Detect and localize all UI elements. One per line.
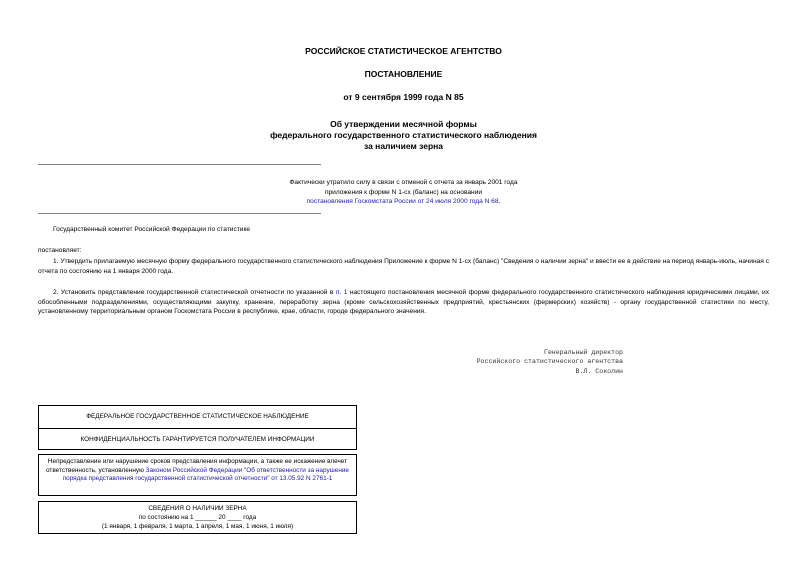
document-date-number: от 9 сентября 1999 года N 85 <box>343 92 464 102</box>
status-note-link[interactable]: постановления Госкомстата России от 24 июля 2000 года N 68 <box>306 198 499 206</box>
issuer: Государственный комитет Российской Федерации по статистике <box>53 226 251 233</box>
signature-organization: Российского статистического агентства <box>476 358 623 366</box>
document-type: ПОСТАНОВЛЕНИЕ <box>364 69 443 79</box>
paragraph-2-link[interactable]: п. 1 <box>335 289 348 296</box>
signature-name: В.Л. Соколин <box>575 367 623 375</box>
liability-notice-text <box>43 458 352 484</box>
status-note <box>0 178 807 207</box>
status-note-link-suffix: . <box>498 198 501 206</box>
signature-block <box>477 348 623 376</box>
resolves-label: постановляет: <box>38 247 82 254</box>
status-note-line-2: приложения к форме N 1-сх (баланс) на основании <box>324 188 483 196</box>
liability-notice-text-part: Непредставление или нарушение сроков представления информации, а также ее искажение влечет ответственность, установленную <box>46 458 348 474</box>
report-dates-hint: (1 января, 1 февраля, 1 марта, 1 апреля, 1 мая, 1 июня, 1 июля) <box>101 523 294 530</box>
document-title-line-2: федерального государственного статистического наблюдения <box>270 130 537 140</box>
status-note-line-1: Фактически утратило силу в связи с отменой с отчета за январь 2001 года <box>289 179 518 186</box>
form-header-row-2: КОНФИДЕНЦИАЛЬНОСТЬ ГАРАНТИРУЕТСЯ ПОЛУЧАТЕЛЕМ ИНФОРМАЦИИ <box>80 436 315 443</box>
liability-law-link[interactable]: Законом Российской Федерации "Об ответственности за нарушение порядка представления государственной статистической отчетности" от 13.05.92 N 2761-1 <box>62 466 349 483</box>
document-title-line-3: за наличием зерна <box>363 141 443 151</box>
form-header-box <box>38 405 357 450</box>
paragraph-1: 1. Утвердить прилагаемую месячную форму федерального государственного статистического наблюдения Приложение к форме N 1-сх (баланс) "Сведения о наличии зерна" и ввести ее в действие на период январь-июль, начиная с отчета по состоянию на 1 января 2000 года. <box>38 258 769 275</box>
document-title-line-1: Об утверждении месячной формы <box>330 119 477 129</box>
signature-title: Генеральный директор <box>543 349 623 356</box>
paragraph-2-part-1: 2. Установить представление государственной статистической отчетности по указанной в <box>53 289 336 296</box>
form-header-row-1: ФЕДЕРАЛЬНОЕ ГОСУДАРСТВЕННОЕ СТАТИСТИЧЕСКОЕ НАБЛЮДЕНИЕ <box>39 406 356 429</box>
report-title: СВЕДЕНИЯ О НАЛИЧИИ ЗЕРНА <box>148 505 247 512</box>
divider-top <box>38 164 321 165</box>
paragraph-2 <box>38 288 769 317</box>
status-note-line-3 <box>0 197 807 207</box>
paragraph-2-part-2: настоящего постановления месячной форме федерального государственного статистического наблюдения юридическими лицами, их обособленными подразделениями, осуществляющими закупку, хранение, переработку зерна (кроме сельскохозяйственных предприятий, крестьянских (фермерских) хозяйств) - органу государственной статистики по месту, установленному территориальным органом Госкомстата России в республике, крае, области, городе федерального значения. <box>38 289 769 316</box>
report-title-box <box>38 501 357 534</box>
agency-name: РОССИЙСКОЕ СТАТИСТИЧЕСКОЕ АГЕНТСТВО <box>305 46 502 56</box>
liability-notice-box <box>38 454 357 496</box>
divider-bottom <box>38 213 321 214</box>
report-date-line: по состоянию на 1 ______ 20 ____ года <box>138 514 257 521</box>
